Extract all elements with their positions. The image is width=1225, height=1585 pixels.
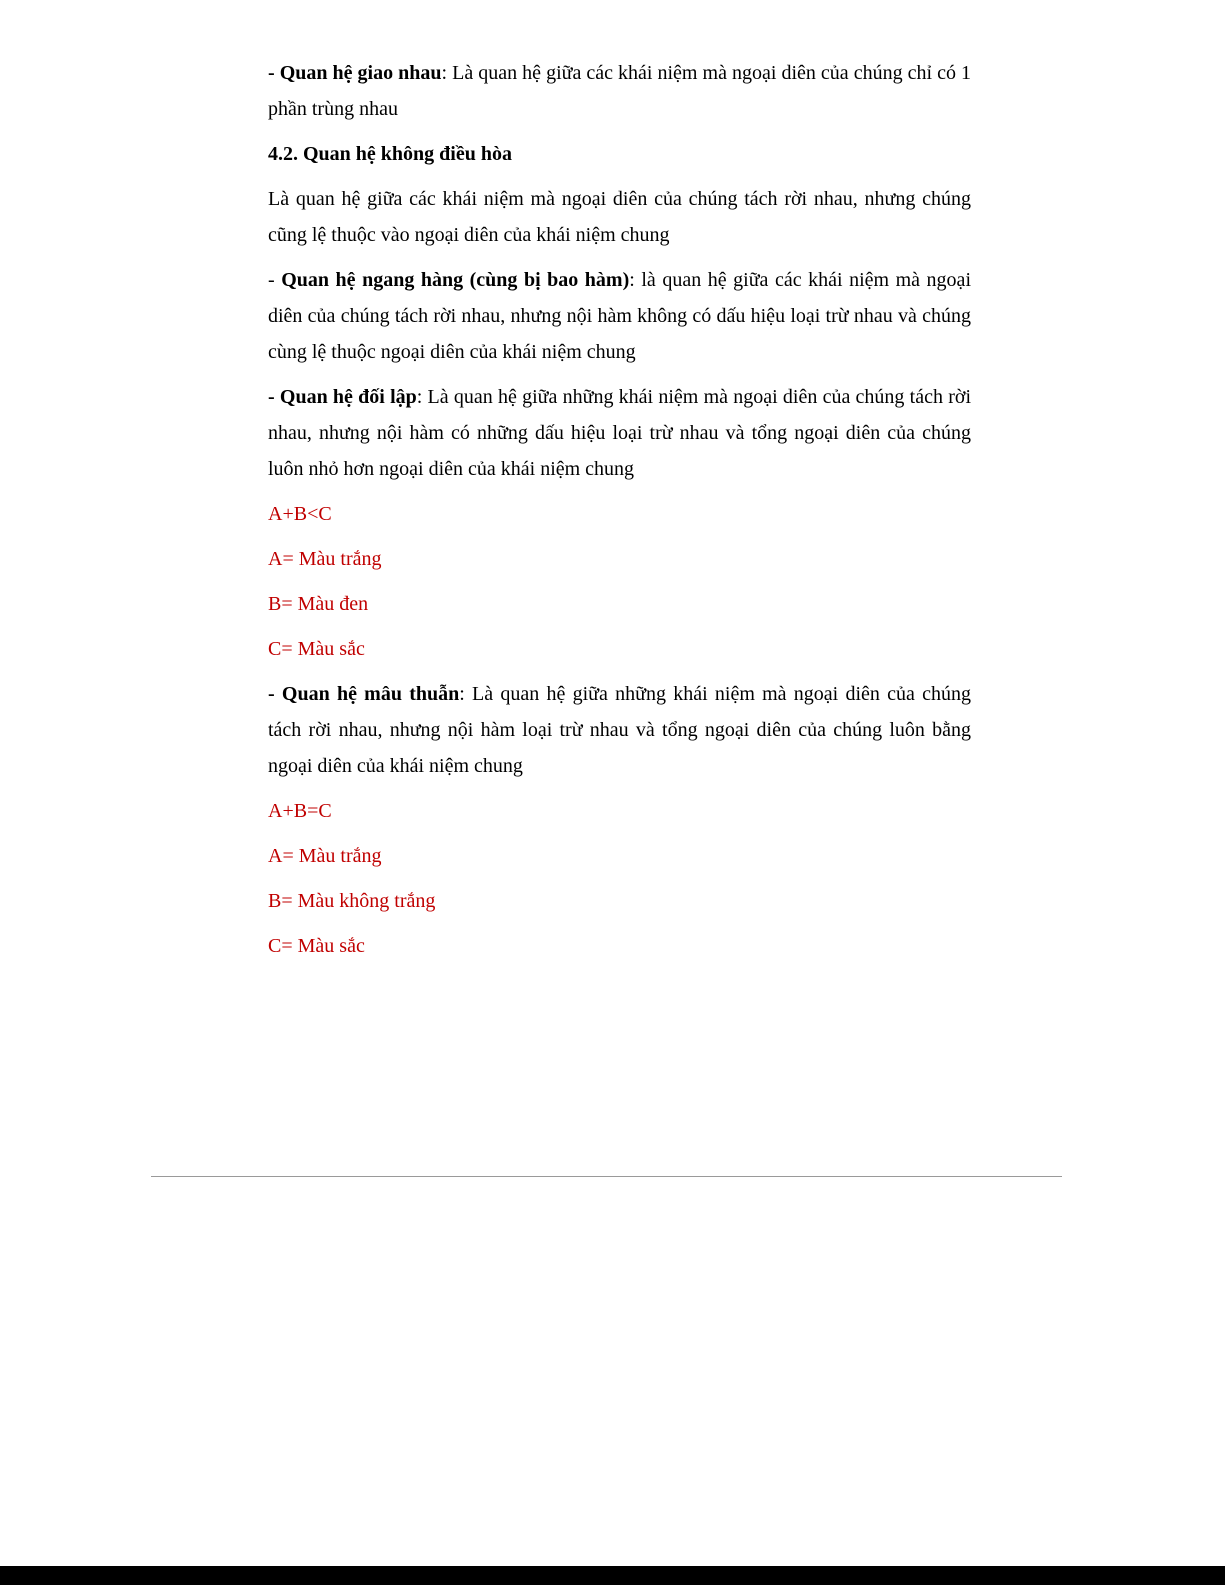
definition-contradiction: : Là quan hệ giữa những khái niệm mà ngoại diên của chúng tách rời nhau, nhưng nội hàm loại trừ nhau và tổng ngoại diên của chúng luôn bằng ngoại diên của khái niệm chung (268, 683, 972, 777)
definition-intersection: : Là quan hệ giữa các khái niệm mà ngoại diên của chúng chỉ có 1 phần trùng nhau (268, 62, 971, 120)
page-bottom-bar (0, 1566, 1225, 1585)
section-heading: 4.2. Quan hệ không điều hòa (268, 143, 512, 165)
definition-coordinate: : là quan hệ giữa các khái niệm mà ngoại diên của chúng tách rời nhau, nhưng nội hàm không có dấu hiệu loại trừ nhau và chúng cùng lệ thuộc ngoại diên của khái niệm chung (268, 269, 971, 363)
paragraph-contradiction (268, 676, 971, 784)
term-coordinate: Quan hệ ngang hàng (cùng bị bao hàm) (281, 269, 630, 291)
example1-line-b: B= Màu đen (268, 593, 369, 615)
definition-opposite: : Là quan hệ giữa những khái niệm mà ngoại diên của chúng tách rời nhau, nhưng nội hàm có những dấu hiệu loại trừ nhau và tổng ngoại diên của chúng luôn nhỏ hơn ngoại diên của khái niệm chung (268, 386, 971, 480)
example1-formula: A+B<C (268, 503, 332, 525)
example2-line-a: A= Màu trắng (268, 845, 382, 867)
dash-prefix: - (268, 269, 282, 291)
paragraph-non-harmonic: Là quan hệ giữa các khái niệm mà ngoại diên của chúng tách rời nhau, nhưng chúng cũng lệ thuộc vào ngoại diên của khái niệm chung (268, 188, 971, 246)
paragraph-intersection (268, 55, 971, 127)
example2-line-c: C= Màu sắc (268, 935, 365, 957)
footer-divider (151, 1176, 1062, 1177)
example2-line-b: B= Màu không trắng (268, 890, 436, 912)
term-opposite: - Quan hệ đối lập (268, 386, 417, 408)
paragraph-opposite (268, 379, 971, 487)
page-body (268, 55, 971, 973)
term-contradiction: - Quan hệ mâu thuẫn (268, 683, 460, 705)
example1-line-a: A= Màu trắng (268, 548, 382, 570)
example1-line-c: C= Màu sắc (268, 638, 365, 660)
term-intersection: - Quan hệ giao nhau (268, 62, 442, 84)
example2-formula: A+B=C (268, 800, 332, 822)
paragraph-coordinate (268, 262, 971, 370)
